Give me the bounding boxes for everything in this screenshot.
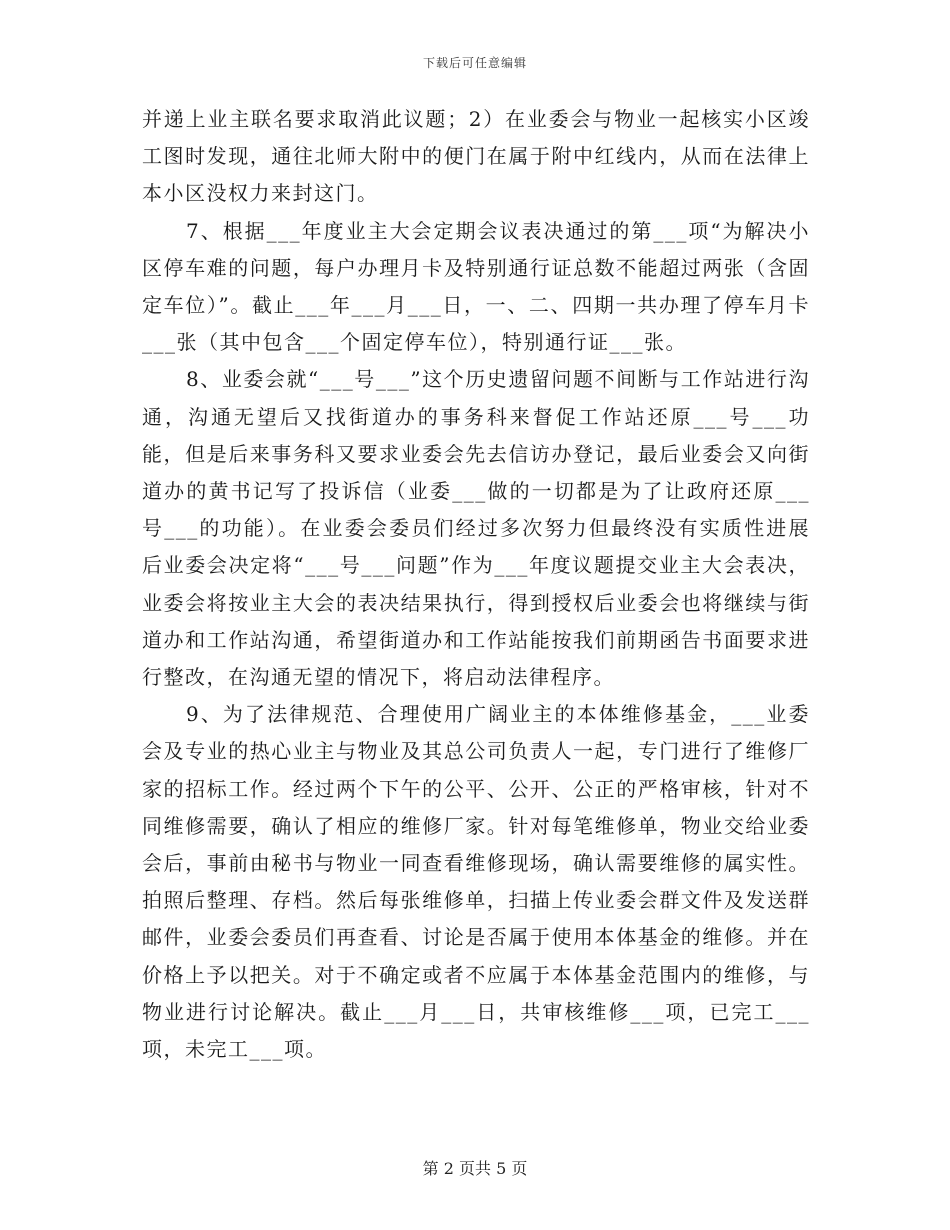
paragraph-item-9: 9、为了法律规范、合理使用广阔业主的本体维修基金，___业委会及专业的热心业主与物业及其总公司负责人一起，专门进行了维修厂家的招标工作。经过两个下午的公平、公开、公正的严格审核，针对不同维修需要，确认了相应的维修厂家。针对每笔维修单，物业交给业委会后，事前由秘书与物业一同查看维修现场，确认需要维修的属实性。拍照后整理、存档。然后每张维修单，扫描上传业委会群文件及发送群邮件，业委会委员们再查看、讨论是否属于使用本体基金的维修。并在价格上予以把关。对于不确定或者不应属于本体基金范围内的维修，与物业进行讨论解决。截止___月___日，共审核维修___项，已完工___项，未完工___项。 [142, 702, 810, 1062]
paragraph-item-7: 7、根据___年度业主大会定期会议表决通过的第___项“为解决小区停车难的问题，每户办理月卡及特别通行证总数不能超过两张（含固定车位）”。截止___年___月___日，一、二、四期一共办理了停车月卡___张（其中包含___个固定停车位），特别通行证___张。 [142, 218, 810, 355]
paragraph-item-8: 8、业委会就“___号___”这个历史遗留问题不间断与工作站进行沟通，沟通无望后又找街道办的事务科来督促工作站还原___号___功能，但是后来事务科又要求业委会先去信访办登记，最后业委会又向街道办的黄书记写了投诉信（业委___做的一切都是为了让政府还原___号___的功能）。在业委会委员们经过多次努力但最终没有实质性进展后业委会决定将“___号___问题”作为___年度议题提交业主大会表决，业委会将按业主大会的表决结果执行，得到授权后业委会也将继续与街道办和工作站沟通，希望街道办和工作站能按我们前期函告书面要求进行整改，在沟通无望的情况下，将启动法律程序。 [142, 367, 810, 690]
page-footer: 第 2 页共 5 页 [422, 1159, 528, 1178]
paragraph-continuation: 并递上业主联名要求取消此议题；2）在业委会与物业一起核实小区竣工图时发现，通往北师大附中的便门在属于附中红线内，从而在法律上本小区没权力来封这门。 [142, 107, 810, 206]
document-body [142, 101, 810, 1068]
page-header: 下载后可任意编辑 [422, 56, 527, 70]
